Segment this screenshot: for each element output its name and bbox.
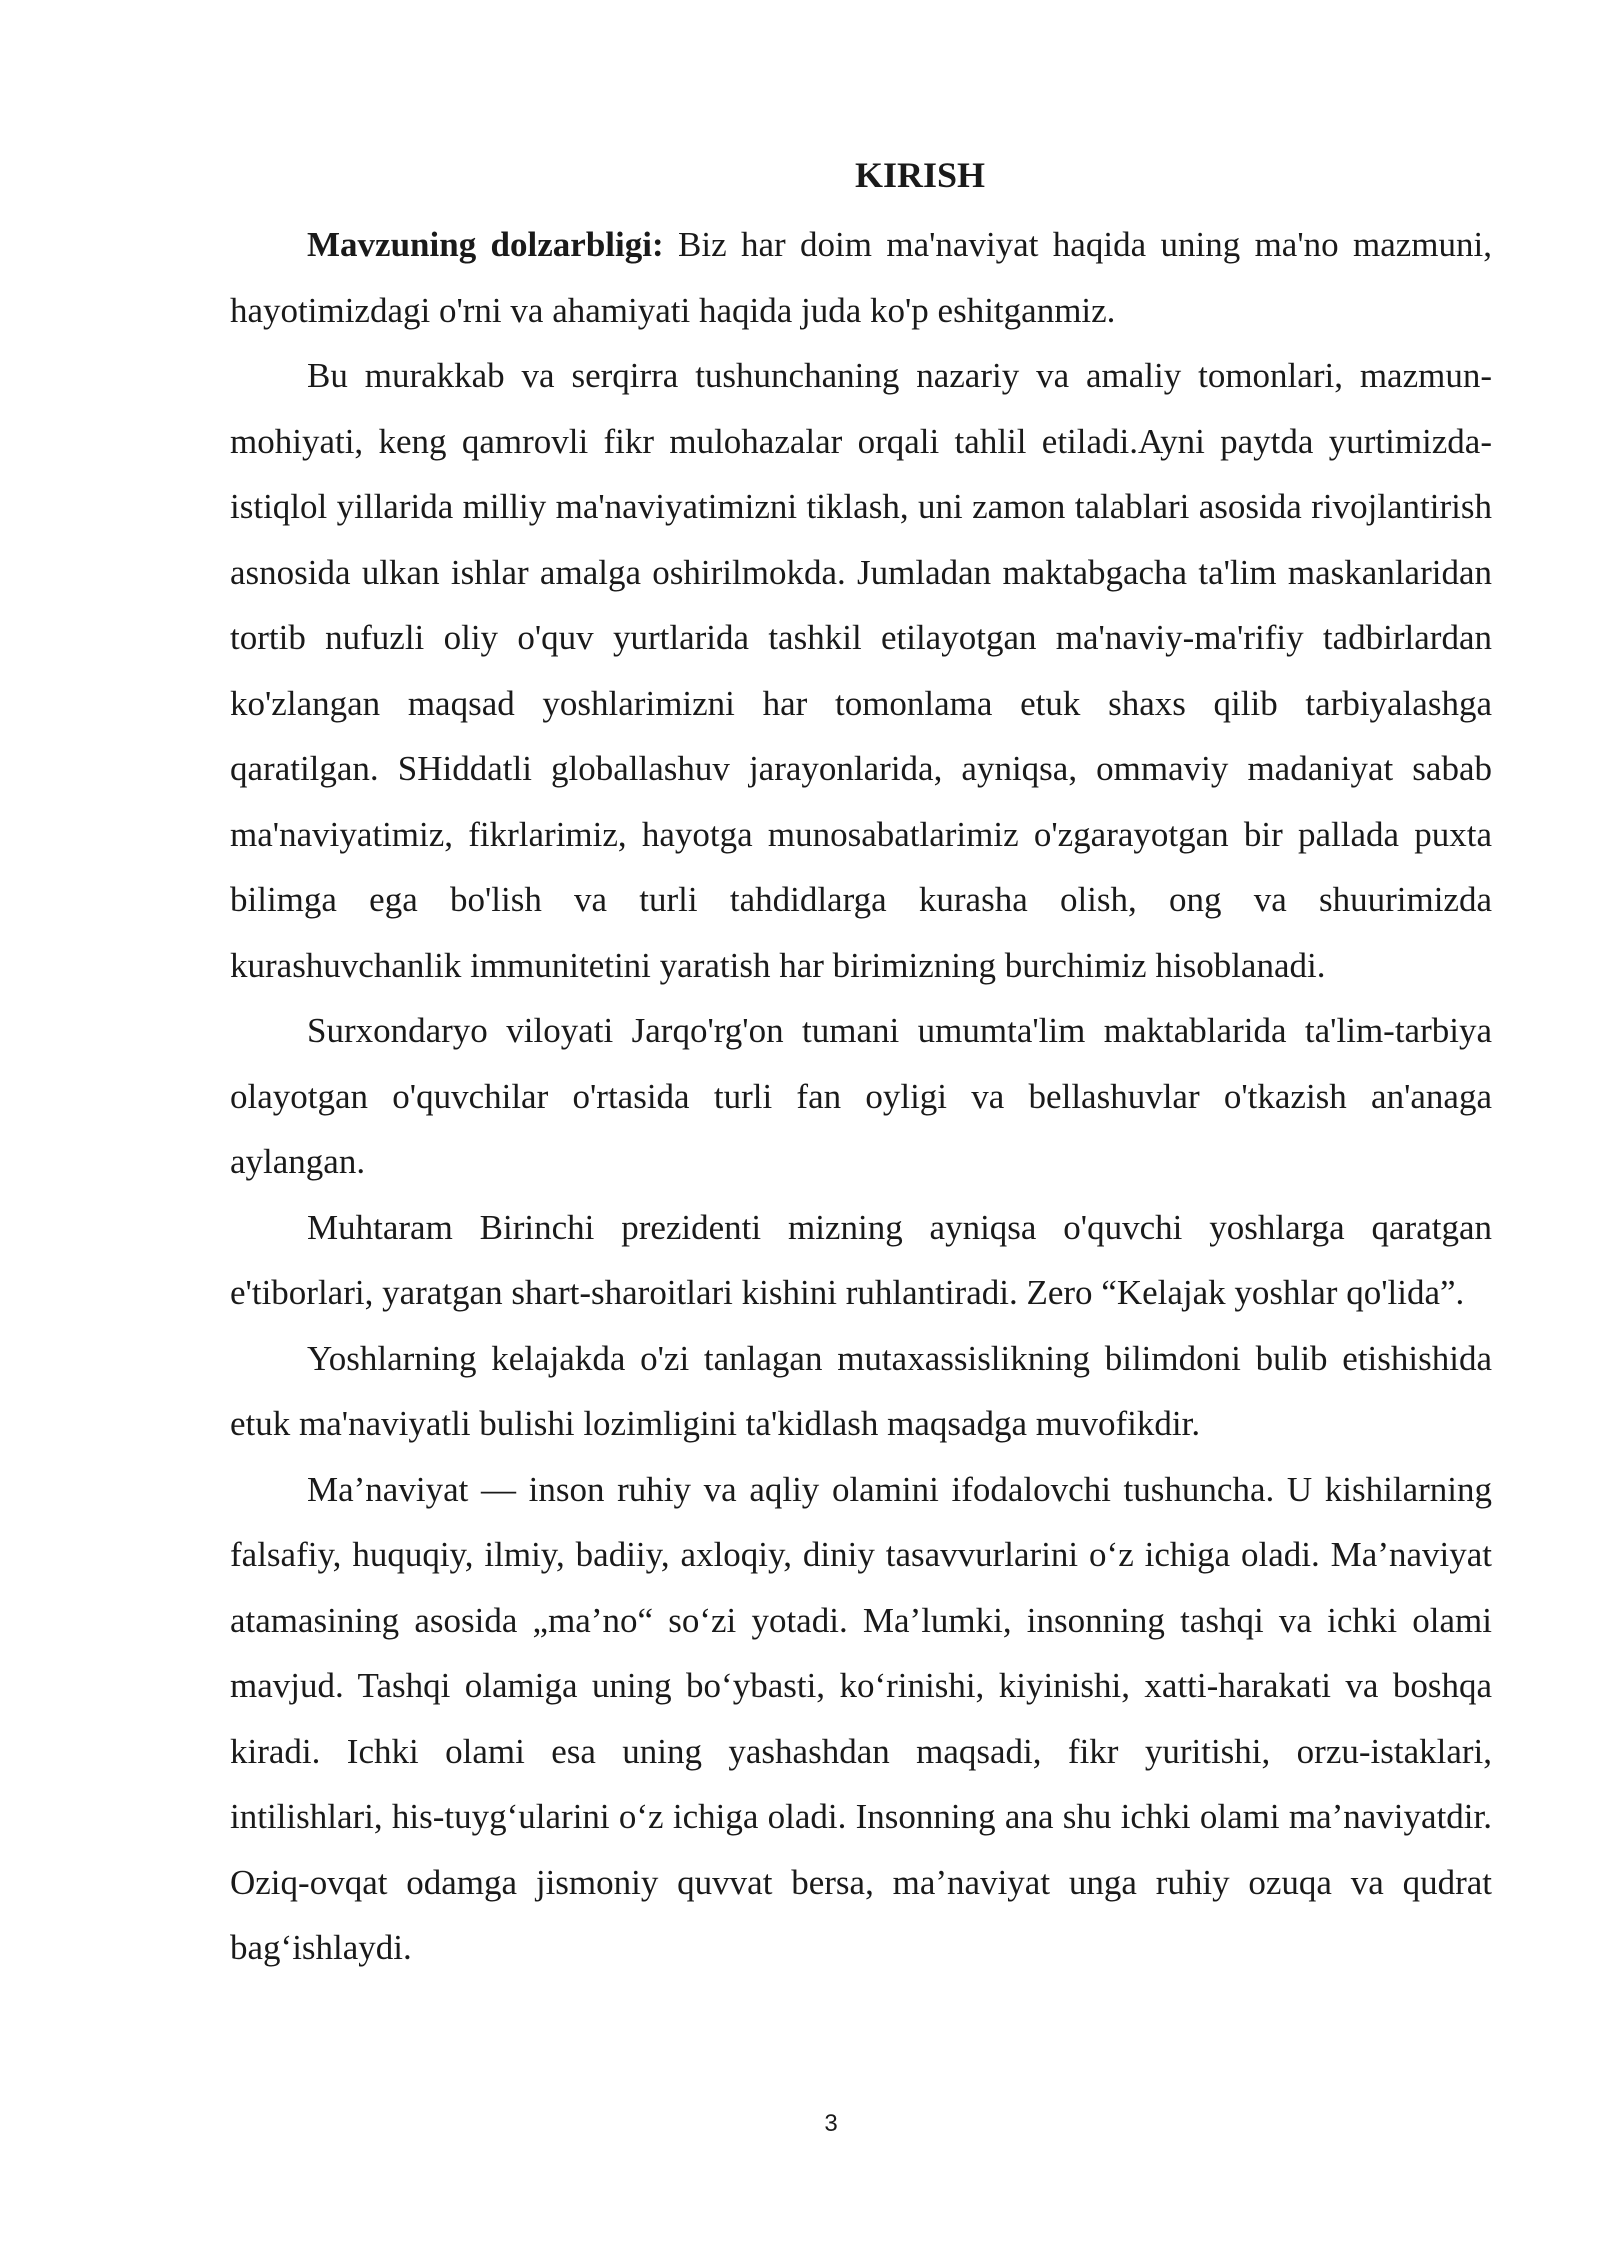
paragraph-president — [230, 1195, 1492, 1326]
paragraph-relevance — [230, 212, 1492, 343]
paragraph-text: Biz har doim ma'naviyat haqida uning ma'no mazmuni, hayotimizdagi o'rni va ahamiyati haqida juda ko'p eshitganmiz. — [230, 225, 1492, 330]
paragraph-youth — [230, 1326, 1492, 1457]
paragraph-lead: Mavzuning dolzarbligi: — [307, 225, 664, 264]
paragraph-text: Surxondaryo viloyati Jarqo'rg'on tumani umumta'lim maktablarida ta'lim-tarbiya olayotgan o'quvchilar o'rtasida turli fan oyligi va bellashuvlar o'tkazish an'anaga aylangan. — [230, 1011, 1492, 1181]
paragraph-concept — [230, 343, 1492, 998]
document-page — [230, 148, 1492, 1981]
paragraph-text: Muhtaram Birinchi prezidenti mizning ayniqsa o'quvchi yoshlarga qaratgan e'tiborlari, yaratgan shart-sharoitlari kishini ruhlantiradi. Zero “Kelajak yoshlar qo'lida”. — [230, 1207, 1492, 1312]
paragraph-text: Yoshlarning kelajakda o'zi tanlagan mutaxassislikning bilimdoni bulib etishishida etuk ma'naviyatli bulishi lozimligini ta'kidlash maqsadga muvofikdir. — [230, 1338, 1492, 1443]
page-number: 3 — [824, 2110, 838, 2137]
paragraph-spirituality — [230, 1457, 1492, 1981]
paragraph-surxondaryo — [230, 998, 1492, 1195]
paragraph-text: Ma’naviyat — inson ruhiy va aqliy olamini ifodalovchi tushuncha. U kishilarning falsafiy, huquqiy, ilmiy, badiiy, axloqiy, diniy tasavvurlarini o‘z ichiga oladi. Ma’naviyat atamasining asosida „ma’no“ so‘zi yotadi. Ma’lumki, insonning tashqi va ichki olami mavjud. Tashqi olamiga uning bo‘ybasti, ko‘rinishi, kiyinishi, xatti-harakati va boshqa kiradi. Ichki olami esa uning yashashdan maqsadi, fikr yuritishi, orzu-istaklari, intilishlari, his-tuyg‘ularini o‘z ichiga oladi. Insonning ana shu ichki olami ma’naviyatdir. Oziq-ovqat odamga jismoniy quvvat bersa, ma’naviyat unga ruhiy ozuqa va qudrat bag‘ishlaydi. — [230, 1469, 1492, 1967]
section-heading: KIRISH — [854, 155, 986, 195]
paragraph-text: Bu murakkab va serqirra tushunchaning nazariy va amaliy tomonlari, mazmun-mohiyati, keng qamrovli fikr mulohazalar orqali tahlil etiladi.Ayni paytda yurtimizda-istiqlol yillarida milliy ma'naviyatimizni tiklash, uni zamon talablari asosida rivojlantirish asnosida ulkan ishlar amalga oshirilmokda. Jumladan maktabgacha ta'lim maskanlaridan tortib nufuzli oliy o'quv yurtlarida tashkil etilayotgan ma'naviy-ma'rifiy tadbirlardan ko'zlangan maqsad yoshlarimizni har tomonlama etuk shaxs qilib tarbiyalashga qaratilgan. SHiddatli globallashuv jarayonlarida, ayniqsa, ommaviy madaniyat sabab ma'naviyatimiz, fikrlarimiz, hayotga munosabatlarimiz o'zgarayotgan bir pallada puxta bilimga ega bo'lish va turli tahdidlarga kurasha olish, ong va shuurimizda kurashuvchanlik immunitetini yaratish har birimizning burchimiz hisoblanadi. — [230, 356, 1492, 985]
